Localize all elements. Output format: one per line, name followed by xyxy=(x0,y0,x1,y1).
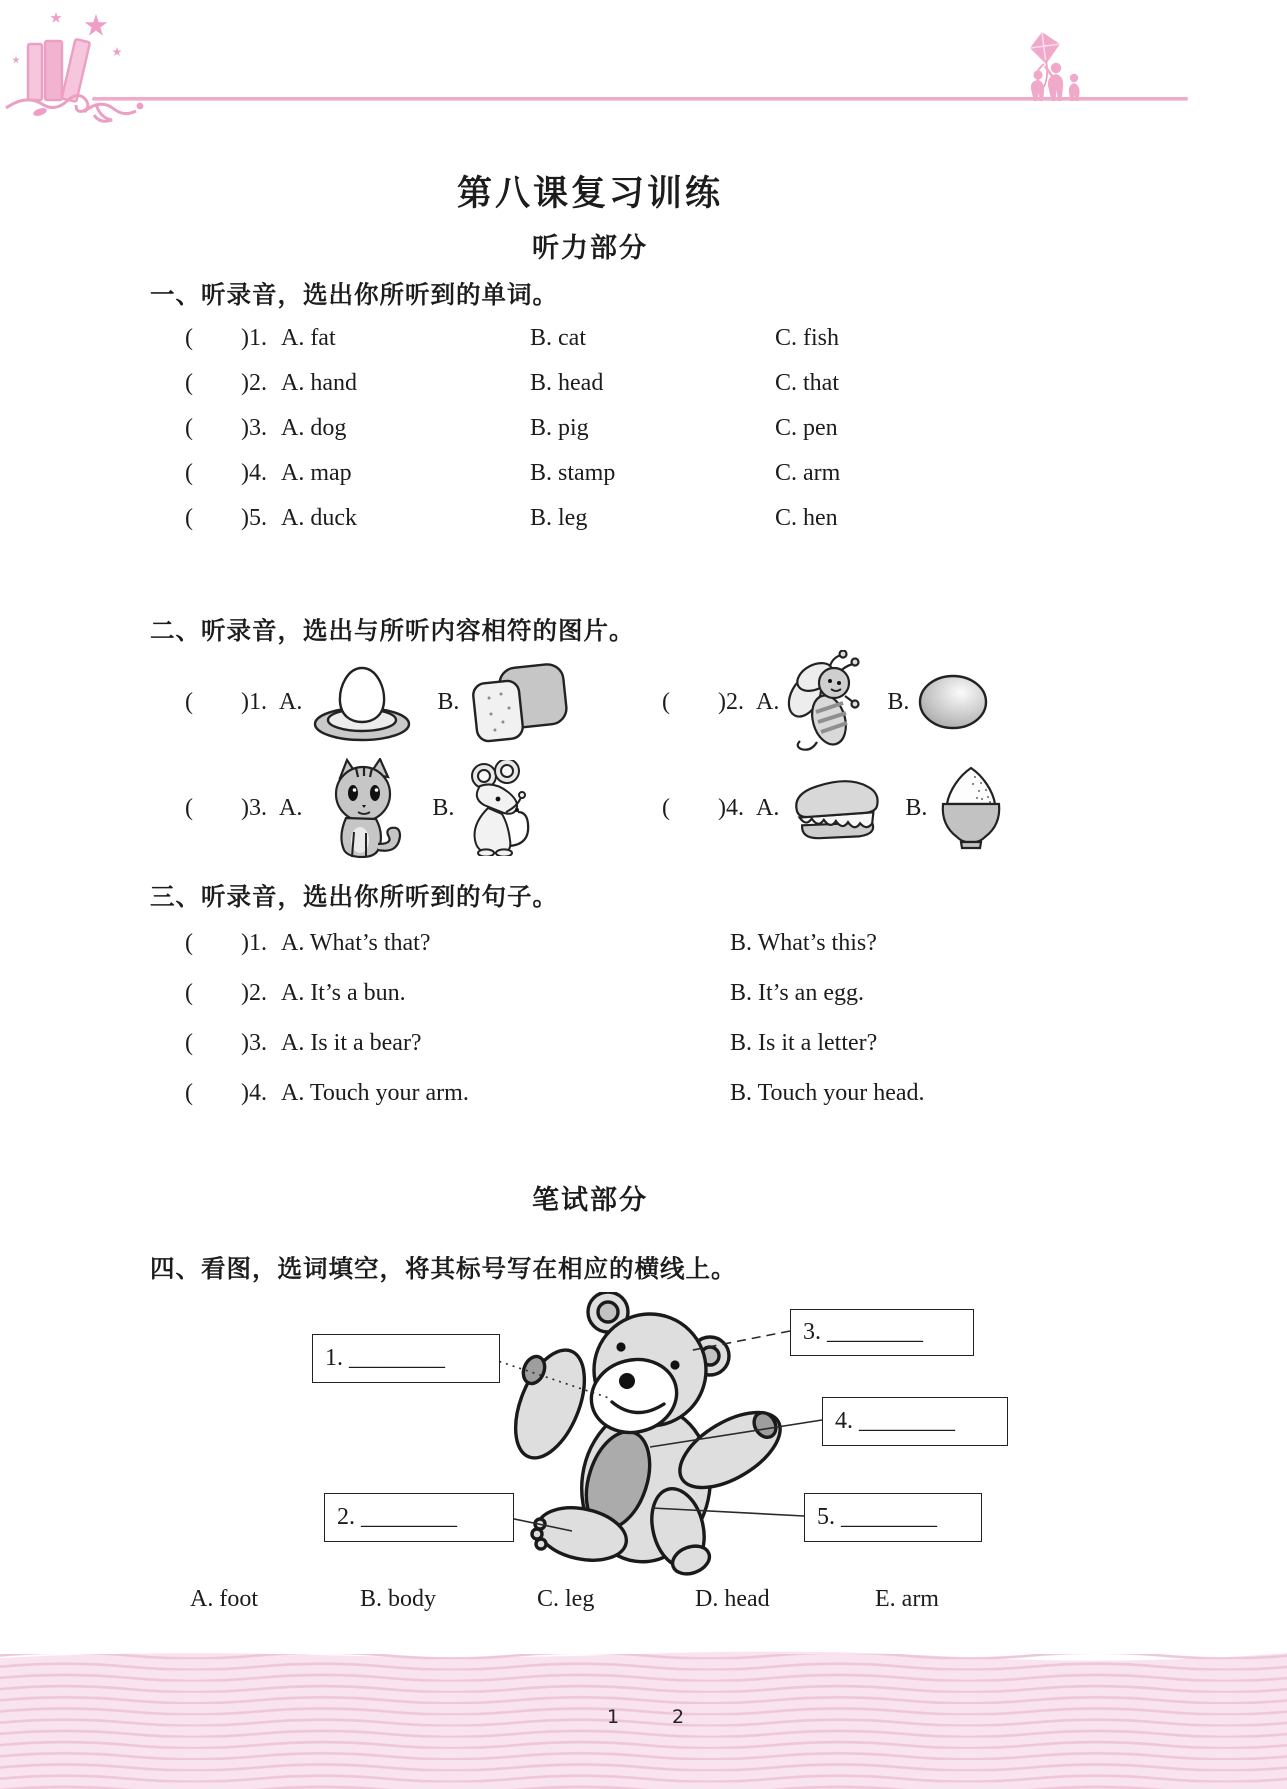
choice-cell xyxy=(185,1080,730,1107)
sentence-choice-row xyxy=(185,1018,1205,1068)
footer-wave-band xyxy=(0,1648,1287,1789)
part1-heading: 一、听录音，选出你所听到的单词。 xyxy=(150,282,558,309)
blank-number: 3. xyxy=(803,1319,821,1345)
part2-heading: 二、听录音，选出与所听内容相符的图片。 xyxy=(150,618,635,645)
option-b: B. stamp xyxy=(530,460,616,486)
question-number: 1. xyxy=(248,688,267,715)
option-c: C. fish xyxy=(775,325,840,351)
word-option-a: A. foot xyxy=(190,1586,258,1612)
picture-choice-item xyxy=(662,756,1007,860)
question-number: 1. xyxy=(248,325,267,351)
option-b-label: B. xyxy=(437,688,460,715)
bee-icon xyxy=(787,650,865,755)
blank-number: 4. xyxy=(835,1408,853,1434)
word-option-b: B. body xyxy=(360,1586,437,1612)
option-a-label: A. xyxy=(755,688,780,715)
option-a-label: A. xyxy=(278,794,303,821)
option-a: A. fat xyxy=(280,325,336,351)
bread-loaf-icon xyxy=(467,656,575,748)
word-bank xyxy=(0,1586,1287,1620)
blank-number: 1. xyxy=(325,1345,343,1371)
answer-bracket[interactable]: ( ) xyxy=(662,794,726,821)
word-choice-row xyxy=(185,361,1205,406)
part3-heading: 三、听录音，选出你所听到的句子。 xyxy=(150,884,558,911)
blank-1[interactable] xyxy=(312,1334,500,1383)
picture-choice-item xyxy=(662,650,989,754)
blank-number: 2. xyxy=(337,1504,355,1530)
picture-choice-item xyxy=(185,650,575,754)
option-a: A. dog xyxy=(280,415,347,441)
option-a: A. Is it a bear? xyxy=(280,1029,422,1056)
answer-bracket[interactable]: ( ) xyxy=(185,460,249,486)
option-a: A. hand xyxy=(280,370,357,396)
question-number: 2. xyxy=(248,979,267,1006)
option-b: B. It’s an egg. xyxy=(730,979,864,1006)
answer-bracket[interactable]: ( ) xyxy=(185,688,249,715)
teddy-bear-image xyxy=(478,1292,800,1576)
question-number: 2. xyxy=(248,370,267,396)
picture-choice-item xyxy=(185,756,536,860)
page-title: 第八课复习训练 xyxy=(456,174,723,213)
blank-2[interactable] xyxy=(324,1493,514,1542)
question-number: 3. xyxy=(248,415,267,441)
question-number: 5. xyxy=(248,505,267,531)
answer-bracket[interactable]: ( ) xyxy=(185,794,249,821)
blank-5[interactable] xyxy=(804,1493,982,1542)
choice-cell xyxy=(185,415,530,442)
egg-icon xyxy=(917,673,989,731)
blank-line[interactable]: ________ xyxy=(841,1504,937,1530)
header-decoration xyxy=(0,0,1287,135)
option-a: A. What’s that? xyxy=(280,929,431,956)
option-b-label: B. xyxy=(432,794,455,821)
part4-heading: 四、看图，选词填空，将其标号写在相应的横线上。 xyxy=(150,1256,737,1283)
option-a-label: A. xyxy=(755,794,780,821)
blank-line[interactable]: ________ xyxy=(827,1319,923,1345)
sentence-choice-row xyxy=(185,1068,1205,1118)
question-number: 2. xyxy=(725,688,744,715)
part1-rows xyxy=(185,316,1205,541)
sentence-choice-row xyxy=(185,968,1205,1018)
word-option-e: E. arm xyxy=(875,1586,939,1612)
choice-cell xyxy=(185,505,530,532)
blank-number: 5. xyxy=(817,1504,835,1530)
option-c: C. that xyxy=(775,370,839,396)
question-number: 3. xyxy=(248,794,267,821)
sandwich-icon xyxy=(787,771,883,845)
egg-on-plate-icon xyxy=(310,660,415,744)
option-b: B. cat xyxy=(530,325,586,351)
blank-4[interactable] xyxy=(822,1397,1008,1446)
kite-flyers-icon xyxy=(1030,32,1080,101)
blank-line[interactable]: ________ xyxy=(361,1504,457,1530)
page-number: 1 xyxy=(607,1706,620,1728)
question-number: 4. xyxy=(725,794,744,821)
page-number: 2 xyxy=(672,1706,685,1728)
rice-bowl-icon xyxy=(935,763,1007,853)
option-a: A. Touch your arm. xyxy=(280,1079,469,1106)
question-number: 1. xyxy=(248,929,267,956)
word-choice-row xyxy=(185,406,1205,451)
blank-3[interactable] xyxy=(790,1309,974,1356)
option-a: A. It’s a bun. xyxy=(280,979,406,1006)
option-b: B. Touch your head. xyxy=(730,1079,925,1106)
word-option-c: C. leg xyxy=(537,1586,595,1612)
option-a: A. map xyxy=(280,460,352,486)
choice-cell xyxy=(185,1030,730,1057)
choice-cell xyxy=(185,930,730,957)
answer-bracket[interactable]: ( ) xyxy=(662,688,726,715)
answer-bracket[interactable]: ( ) xyxy=(185,929,249,956)
option-c: C. hen xyxy=(775,505,838,531)
option-b: B. Is it a letter? xyxy=(730,1029,878,1056)
choice-cell xyxy=(185,980,730,1007)
word-choice-row xyxy=(185,316,1205,361)
answer-bracket[interactable]: ( ) xyxy=(185,370,249,396)
blank-line[interactable]: ________ xyxy=(859,1408,955,1434)
word-choice-row xyxy=(185,451,1205,496)
part3-rows xyxy=(185,918,1205,1118)
option-a-label: A. xyxy=(278,688,303,715)
mouse-icon xyxy=(462,760,536,856)
option-a: A. duck xyxy=(280,505,357,531)
choice-cell xyxy=(185,370,530,397)
answer-bracket[interactable]: ( ) xyxy=(185,505,249,531)
header-line xyxy=(92,97,1188,101)
option-b: B. pig xyxy=(530,415,589,441)
choice-cell xyxy=(185,460,530,487)
word-choice-row xyxy=(185,496,1205,541)
option-b-label: B. xyxy=(887,688,910,715)
question-number: 3. xyxy=(248,1029,267,1056)
answer-bracket[interactable]: ( ) xyxy=(185,415,249,441)
cat-icon xyxy=(310,758,410,858)
option-b-label: B. xyxy=(905,794,928,821)
answer-bracket[interactable]: ( ) xyxy=(185,325,249,351)
listening-section-heading: 听力部分 xyxy=(532,233,648,263)
choice-cell xyxy=(185,325,530,352)
option-b: B. leg xyxy=(530,505,588,531)
answer-bracket[interactable]: ( ) xyxy=(185,1029,249,1056)
question-number: 4. xyxy=(248,1079,267,1106)
books-icon xyxy=(28,39,90,102)
answer-bracket[interactable]: ( ) xyxy=(185,979,249,1006)
sentence-choice-row xyxy=(185,918,1205,968)
option-c: C. arm xyxy=(775,460,841,486)
option-c: C. pen xyxy=(775,415,838,441)
option-b: B. What’s this? xyxy=(730,929,877,956)
written-section-heading: 笔试部分 xyxy=(532,1185,648,1215)
question-number: 4. xyxy=(248,460,267,486)
word-option-d: D. head xyxy=(695,1586,770,1612)
answer-bracket[interactable]: ( ) xyxy=(185,1079,249,1106)
option-b: B. head xyxy=(530,370,604,396)
blank-line[interactable]: ________ xyxy=(349,1345,445,1371)
